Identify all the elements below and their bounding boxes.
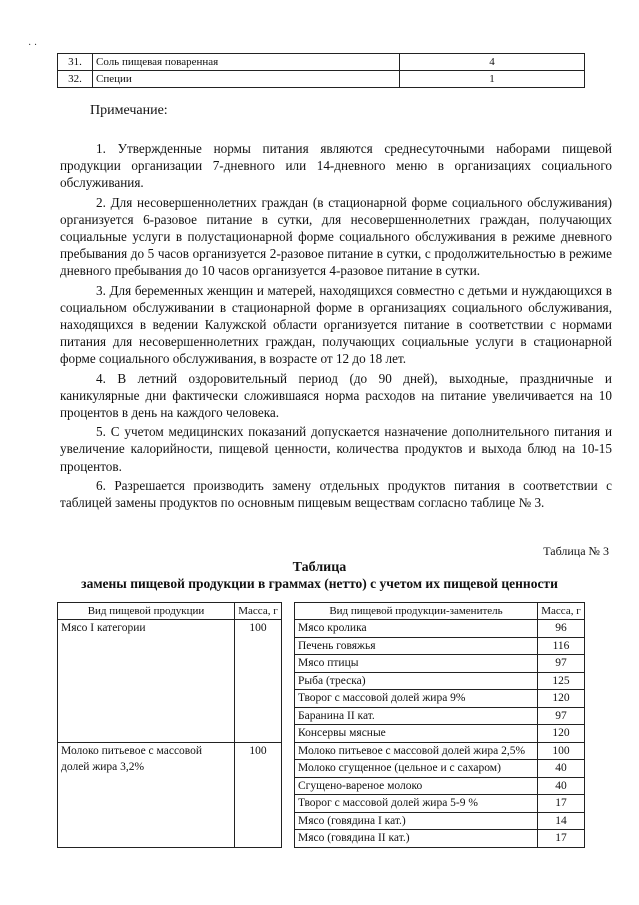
table-row: [58, 54, 585, 71]
spacer-cell: [282, 620, 295, 743]
table-subtitle: замены пищевой продукции в граммах (нетто) с учетом их пищевой ценности: [81, 576, 558, 591]
table-number-caption: Таблица № 3: [543, 544, 609, 558]
row-number: 32.: [58, 71, 93, 88]
substitute-cell: Мясо (говядина II кат.): [295, 830, 538, 848]
substitute-cell: Рыба (треска): [295, 672, 538, 690]
substitute-cell: Баранина II кат.: [295, 707, 538, 725]
header-sub-mass: Масса, г: [538, 603, 585, 620]
note-item: 4. В летний оздоровительный период (до 90 дней), выходные, праздничные и каникулярные дни фактически сложившаяся норма расходов на питание увеличивается на 10 процентов в день на каждого человека.: [60, 370, 612, 421]
substitute-cell: Мясо (говядина I кат.): [295, 812, 538, 830]
table-row: [58, 71, 585, 88]
header-substitute: Вид пищевой продукции-заменитель: [295, 603, 538, 620]
spacer-cell: [282, 742, 295, 847]
note-item: 5. С учетом медицинских показаний допускается назначение дополнительного питания и увеличение калорийности, пищевой ценности, количества продуктов и выхода блюд на 10-15 процентов.: [60, 424, 612, 474]
substitute-mass-cell: 120: [538, 725, 585, 743]
table-header-row: [58, 603, 585, 620]
replacement-table: [57, 602, 585, 848]
substitute-cell: Сгущено-вареное молоко: [295, 777, 538, 795]
product-mass-cell: 100: [235, 620, 282, 743]
substitute-cell: Консервы мясные: [295, 725, 538, 743]
note-item: 1. Утвержденные нормы питания являются среднесуточными наборами пищевой продукции организации 7-дневного или 14-дневного меню в организациях социального обслуживания.: [60, 141, 612, 191]
substitute-cell: Молоко питьевое с массовой долей жира 2,5%: [295, 742, 538, 760]
table-title: Таблица: [292, 560, 347, 575]
substitute-mass-cell: 40: [538, 777, 585, 795]
nutrition-norms-table: [57, 53, 585, 88]
notes-list: [60, 140, 612, 511]
substitute-mass-cell: 17: [538, 830, 585, 848]
substitute-mass-cell: 17: [538, 795, 585, 813]
substitute-mass-cell: 120: [538, 690, 585, 708]
note-item: 2. Для несовершеннолетних граждан (в стационарной форме социального обслуживания) организуется 6-разовое питание в сутки, для несовершеннолетних граждан, получающих социальные услуги в полустационарной форме социального обслуживания в режиме дневного пребывания до 5 часов организуется 2-разовое питание в сутки, с продолжительностью в режиме дневного пребывания до 10 часов организуется 4-разовое питание в сутки.: [60, 194, 612, 279]
header-mass: Масса, г: [235, 603, 282, 620]
product-cell: Мясо I категории: [58, 620, 235, 743]
product-name: Соль пищевая поваренная: [93, 54, 400, 71]
substitute-cell: Мясо птицы: [295, 655, 538, 673]
header-product: Вид пищевой продукции: [58, 603, 235, 620]
substitute-mass-cell: 116: [538, 637, 585, 655]
substitute-cell: Мясо кролика: [295, 620, 538, 638]
row-number: 31.: [58, 54, 93, 71]
substitute-mass-cell: 96: [538, 620, 585, 638]
table-row: [58, 620, 585, 638]
substitute-mass-cell: 97: [538, 707, 585, 725]
product-amount: 4: [400, 54, 585, 71]
substitute-mass-cell: 97: [538, 655, 585, 673]
substitute-mass-cell: 14: [538, 812, 585, 830]
note-item: 3. Для беременных женщин и матерей, находящихся совместно с детьми и нуждающихся в социальном обслуживании в стационарной форме в организациях социального обслуживания, находящихся в ведении Калужской области организуется питание в соответствии с нормами питания для несовершеннолетних граждан, получающих социальные услуги в стационарной форме социального обслуживания, в возрасте от 12 до 18 лет.: [60, 282, 612, 367]
substitute-cell: Творог с массовой долей жира 9%: [295, 690, 538, 708]
notes-title: Примечание:: [90, 103, 168, 118]
substitute-cell: Молоко сгущенное (цельное и с сахаром): [295, 760, 538, 778]
product-name: Специи: [93, 71, 400, 88]
product-mass-cell: 100: [235, 742, 282, 847]
header-spacer: [282, 603, 295, 620]
table-row: [58, 742, 585, 760]
product-amount: 1: [400, 71, 585, 88]
note-item: 6. Разрешается производить замену отдельных продуктов питания в соответствии с таблицей замены продуктов по основным пищевым веществам согласно таблице № 3.: [60, 477, 612, 511]
scan-artifact: · ·: [28, 40, 38, 51]
substitute-cell: Творог с массовой долей жира 5-9 %: [295, 795, 538, 813]
substitute-mass-cell: 125: [538, 672, 585, 690]
substitute-mass-cell: 100: [538, 742, 585, 760]
product-cell: Молоко питьевое с массовой долей жира 3,2%: [58, 742, 235, 847]
substitute-mass-cell: 40: [538, 760, 585, 778]
substitute-cell: Печень говяжья: [295, 637, 538, 655]
